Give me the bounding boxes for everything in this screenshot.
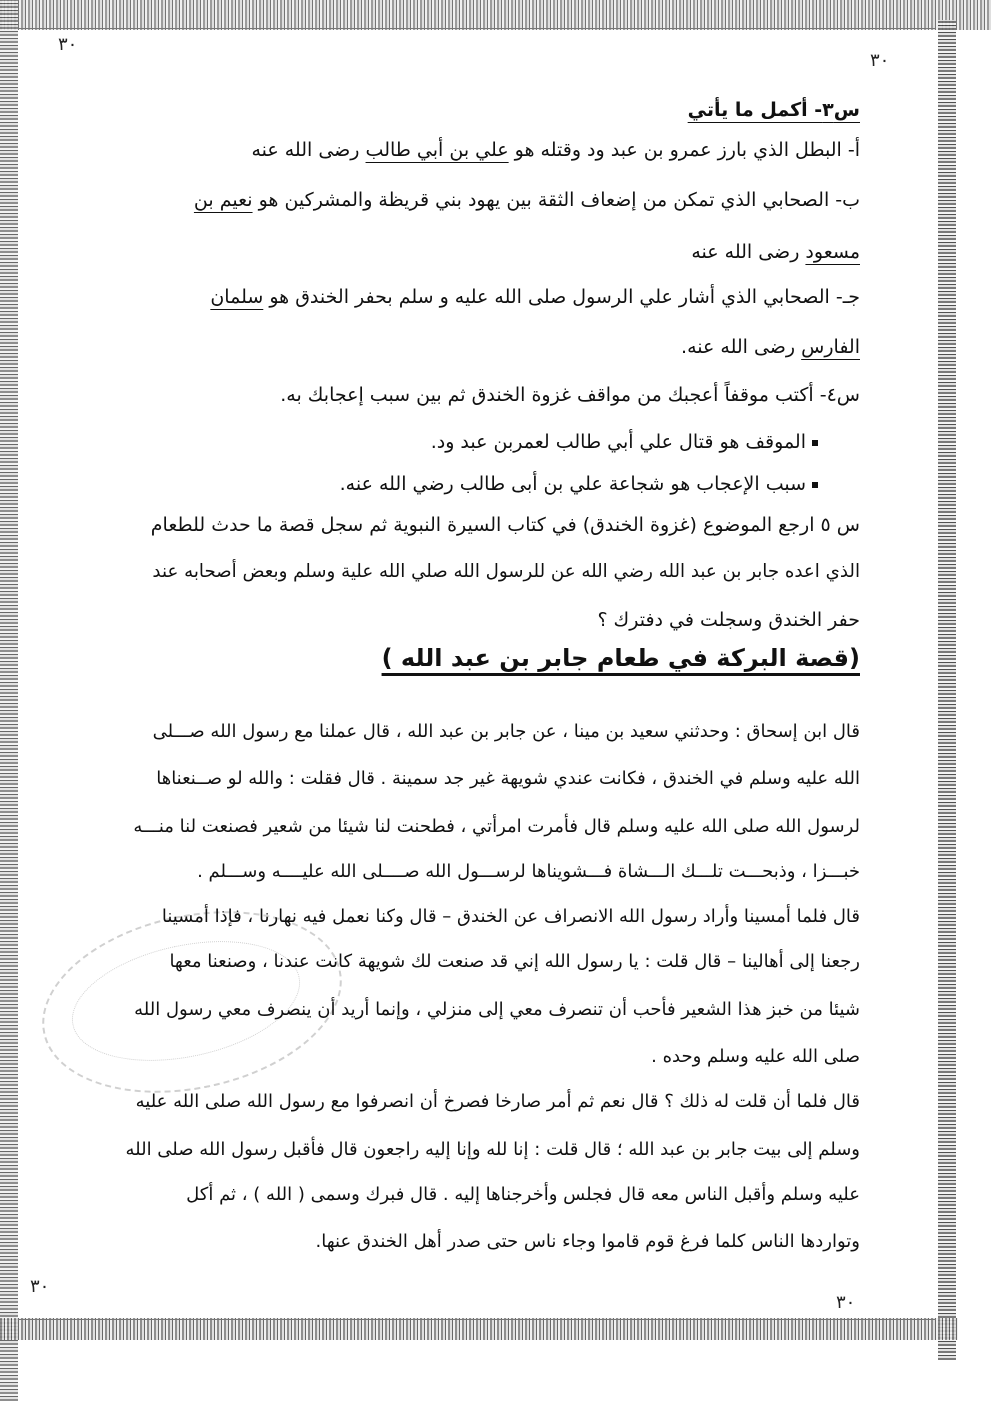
q4-bullet-2: سبب الإعجاب هو شجاعة علي بن أبى طالب رضي الله عنه.: [340, 474, 818, 494]
story-line-9: قال فلما أن قلت له ذلك ؟ قال نعم ثم أمر صارخا فصرخ أن انصرفوا مع رسول الله صلى الله عليه: [135, 1091, 860, 1112]
story-line-5: قال فلما أمسينا وأراد رسول الله الانصراف عن الخندق – قال وكنا نعمل فيه نهارنا ، فإذا أمسينا: [161, 906, 860, 927]
q4-heading: س٤- أكتب موقفاً أعجبك من مواقف غزوة الخندق ثم بين سبب إعجابك به.: [280, 384, 860, 406]
q3-c-answer-part1: سلمان: [210, 286, 264, 308]
q5-line-3: حفر الخندق وسجلت في دفترك ؟: [597, 609, 860, 631]
scan-border-top: [0, 0, 991, 30]
page-frame: [18, 28, 936, 1320]
scan-border-bottom: [0, 1318, 958, 1340]
q3-item-b-cont: مسعود رضى الله عنه: [691, 241, 860, 263]
q5-line-2: الذي اعده جابر بن عبد الله رضي الله عن للرسول الله صلي الله علية وسلم وبعض أصحابه عند: [152, 561, 860, 582]
page-number-top-left: ٣٠: [58, 34, 78, 55]
scan-border-right: [938, 20, 956, 1360]
story-line-10: وسلم إلى بيت جابر بن عبد الله ؛ قال قلت : إنا لله وإنا إليه راجعون قال فأقبل رسول الله صلى الله: [125, 1139, 860, 1160]
scan-border-left: [0, 0, 18, 1401]
q3-b-answer-part1: نعيم بن: [193, 189, 253, 211]
q3-item-c: جـ- الصحابي الذي أشار علي الرسول صلى الله عليه و سلم بحفر الخندق هو سلمان: [210, 286, 860, 308]
story-line-11: عليه وسلم وأقبل الناس معه قال فجلس وأخرجناها إليه . قال فبرك وسمى ( الله ) ، ثم أكل: [186, 1184, 860, 1205]
story-line-12: وتواردها الناس كلما فرغ قوم قاموا وجاء ناس حتى صدر أهل الخندق عنها.: [315, 1231, 860, 1252]
page-number-bottom-left: ٣٠: [30, 1276, 50, 1297]
q3-heading: س٣- أكمل ما يأتي: [687, 99, 860, 121]
q5-line-1: س ٥ ارجع الموضوع (غزوة الخندق) في كتاب السيرة النبوية ثم سجل قصة ما حدث للطعام: [150, 514, 860, 536]
story-line-4: خبـــزا ، وذبحـــت تلـــك الـــشاة فـــشويناها لرســـول الله صــــلى الله عليــــه وســـلم .: [197, 861, 860, 882]
q3-c-answer-part2: الفارس: [801, 336, 860, 358]
q3-b-answer-part2: مسعود: [805, 241, 860, 263]
bullet-icon: [812, 482, 818, 488]
story-title: (قصة البركة في طعام جابر بن عبد الله ): [381, 644, 860, 672]
q3-item-b: ب- الصحابي الذي تمكن من إضعاف الثقة بين يهود بني قريظة والمشركين هو نعيم بن: [193, 189, 860, 211]
story-line-7: شيئا من خبز هذا الشعير فأحب أن تنصرف معي إلى منزلي ، وإنما أريد أن ينصرف معي رسول الله: [134, 999, 860, 1020]
bullet-icon: [812, 440, 818, 446]
page-number-top-right: ٣٠: [870, 50, 890, 71]
story-line-8: صلى الله عليه وسلم وحده .: [651, 1046, 860, 1067]
q3-item-a: أ- البطل الذي بارز عمرو بن عبد ود وقتله هو علي بن أبي طالب رضى الله عنه: [251, 139, 860, 161]
story-line-3: لرسول الله صلى الله عليه وسلم قال فأمرت امرأتي ، فطحنت لنا شيئا من شعير فصنعت لنا منـــه: [133, 816, 860, 837]
story-line-2: الله عليه وسلم في الخندق ، فكانت عندي شويهة غير جد سمينة . قال فقلت : والله لو صــنعناها: [156, 768, 860, 789]
page-number-bottom-right: ٣٠: [836, 1292, 856, 1313]
q3-a-answer: علي بن أبي طالب: [365, 139, 509, 161]
q3-item-c-cont: الفارس رضى الله عنه.: [681, 336, 860, 358]
story-line-6: رجعنا إلى أهالينا – قال قلت : يا رسول الله إني قد صنعت لك شويهة كانت عندنا ، وصنعنا معها: [169, 951, 860, 972]
story-line-1: قال ابن إسحاق : وحدثني سعيد بن مينا ، عن جابر بن عبد الله ، قال عملنا مع رسول الله صـــلى: [152, 721, 860, 742]
q4-bullet-1: الموقف هو قتال علي أبي طالب لعمربن عبد ود.: [431, 432, 818, 452]
